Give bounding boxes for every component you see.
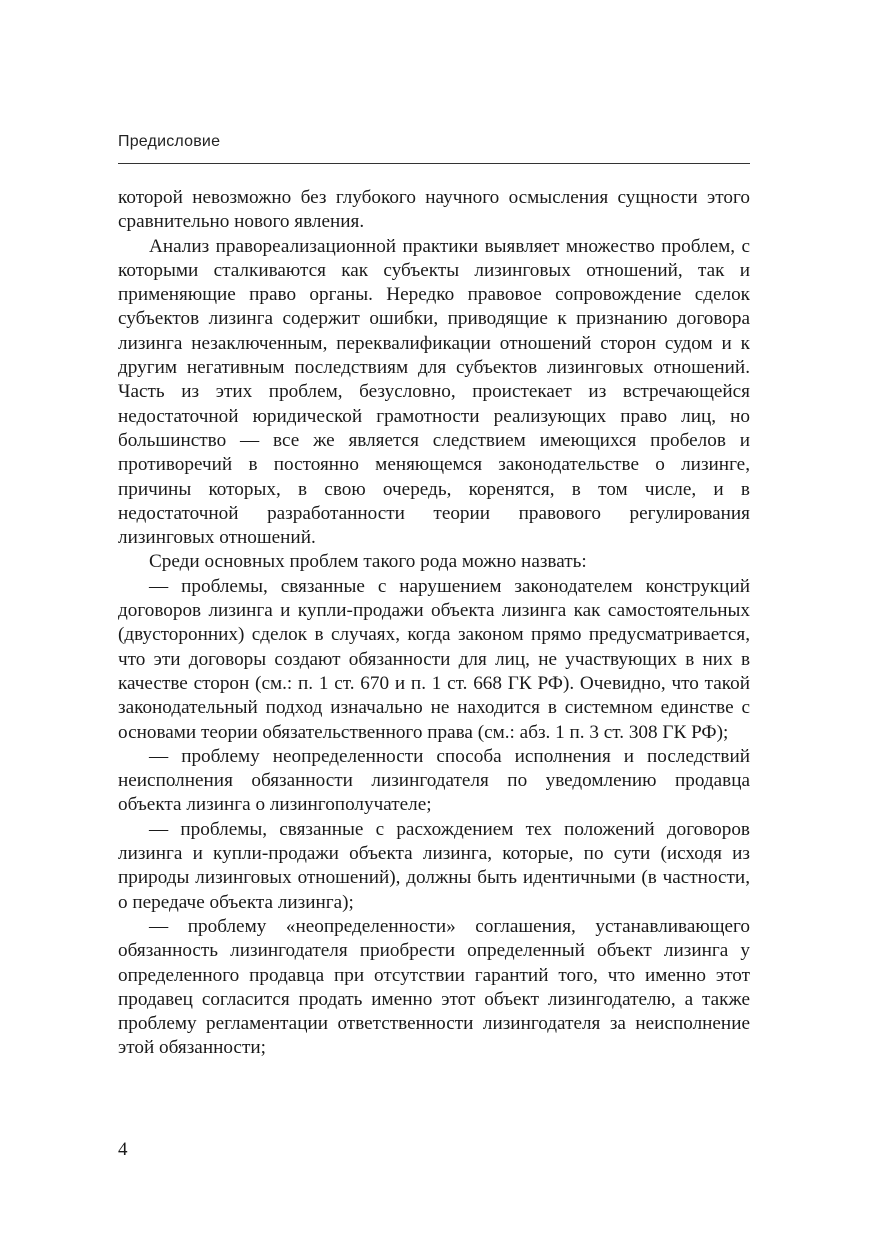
header-rule: [118, 163, 750, 164]
list-item-notification: — проблему неопределенности способа исполнения и последствий неисполнения обязанности лизингодателя по уведомлению продавца объекта лизинга о лизингополучателе;: [118, 745, 750, 816]
page-number: 4: [118, 1139, 128, 1160]
paragraph-list-intro: Среди основных проблем такого рода можно назвать:: [149, 551, 587, 573]
running-head: Предисловие: [118, 133, 221, 150]
list-item-uncertainty: — проблему «неопределенности» соглашения, устанавливающего обязанность лизингодателя приобрести определенный объект лизинга у определенного продавца при отсутствии гарантий того, что именно этот продавец согласится продать именно этот объект лизингодателю, а также проблему регламентации ответственности лизингодателя за неисполнение этой обязанности;: [118, 915, 750, 1059]
list-item-divergence: — проблемы, связанные с расхождением тех положений договоров лизинга и купли-продажи объекта лизинга, которые, по сути (исходя из природы лизинговых отношений), должны быть идентичными (в частности, о передаче объекта лизинга);: [118, 818, 750, 913]
list-item-contract-construction: — проблемы, связанные с нарушением законодателем конструкций договоров лизинга и купли-продажи объекта лизинга как самостоятельных (двусторонних) сделок в случаях, когда законом прямо предусматривается, что эти договоры создают обязанности для лиц, не участвующих в них в качестве сторон (см.: п. 1 ст. 670 и п. 1 ст. 668 ГК РФ). Очевидно, что такой законодательный подход изначально не находится в системном единстве с основами теории обязательственного права (см.: абз. 1 п. 3 ст. 308 ГК РФ);: [118, 575, 750, 743]
body-text: [118, 186, 750, 1061]
paragraph-analysis: Анализ правореализационной практики выявляет множество проблем, с которыми сталкиваются как субъекты лизинговых отношений, так и применяющие право органы. Нередко правовое сопровождение сделок субъектов лизинга содержит ошибки, приводящие к признанию договора лизинга незаключенным, переквалификации отношений сторон судом и к другим негативным последствиям для субъектов лизинговых отношений. Часть из этих проблем, безусловно, проистекает из встречающейся недостаточной юридической грамотности реализующих право лиц, но большинство — все же является следствием имеющихся пробелов и противоречий в постоянно меняющемся законодательстве о лизинге, причины которых, в свою очередь, коренятся, в том числе, и в недостаточной разработанности теории правового регулирования лизинговых отношений.: [118, 235, 750, 549]
paragraph-continuation: которой невозможно без глубокого научного осмысления сущности этого сравнительно нового явления.: [118, 187, 750, 233]
